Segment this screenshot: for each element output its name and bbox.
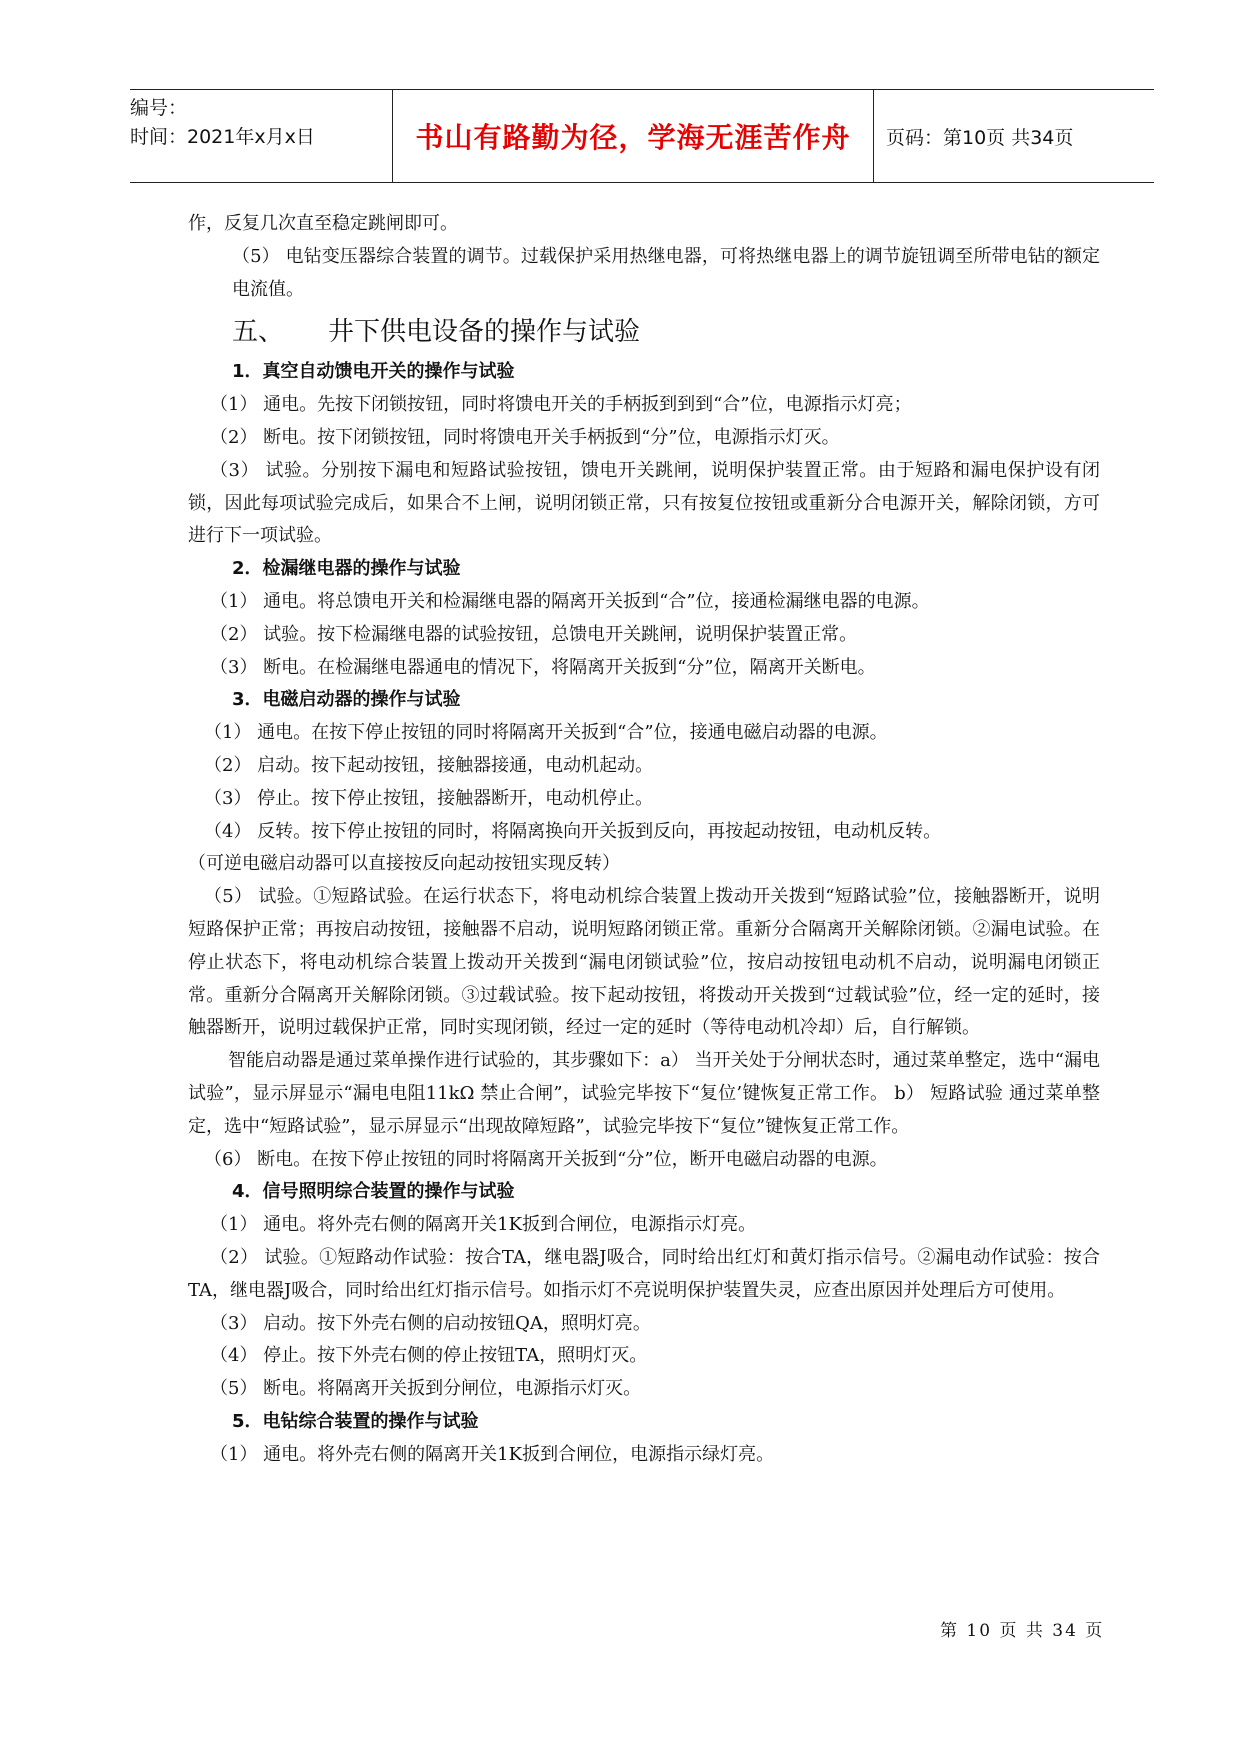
page-header	[130, 89, 1154, 183]
serial-label: 编号：	[130, 97, 188, 119]
paragraph-continuation: 作，反复几次直至稳定跳闸即可。	[188, 213, 458, 234]
s3-item-4: （4） 反转。按下停止按钮的同时，将隔离换向开关扳到反向，再按起动按钮，电动机反转。	[204, 820, 942, 842]
s3-item-4-note: （可逆电磁启动器可以直接按反向起动按钮实现反转）	[188, 853, 620, 875]
section-heading	[188, 310, 1100, 354]
s1-item-3: （3） 试验。分别按下漏电和短路试验按钮，馈电开关跳闸，说明保护装置正常。由于短路和漏电保护设有闭锁，因此每项试验完成后，如果合不上闸，说明闭锁正常，只有按复位按钮或重新分合电源开关，解除闭锁，方可进行下一项试验。	[188, 459, 1100, 547]
s3-smart-starter: 智能启动器是通过菜单操作进行试验的，其步骤如下：a） 当开关处于分闸状态时，通过菜单整定，选中“漏电试验”，显示屏显示“漏电电阻11kΩ 禁止合闸”，试验完毕按下“复位’键恢复正常工作。 b） 短路试验 通过菜单整定，选中“短路试验”，显示屏显示“出现故障短路”，试验完毕按下“复位”键恢复正常工作。	[188, 1050, 1100, 1137]
paragraph-item-5-text: （5） 电钻变压器综合装置的调节。过载保护采用热继电器，可将热继电器上的调节旋钮调至所带电钻的额定电流值。	[232, 245, 1100, 300]
s4-item-1: （1） 通电。将外壳右侧的隔离开关1K扳到合闸位，电源指示灯亮。	[210, 1214, 757, 1236]
section-title: 井下供电设备的操作与试验	[328, 317, 641, 348]
s1-item-2: （2） 断电。按下闭锁按钮，同时将馈电开关手柄扳到“分”位，电源指示灯灭。	[210, 426, 840, 448]
page-footer: 第 10 页 共 34 页	[940, 1621, 1105, 1641]
s4-item-3: （3） 启动。按下外壳右侧的启动按钮QA，照明灯亮。	[210, 1312, 651, 1334]
s4-item-2: （2） 试验。①短路动作试验：按合TA，继电器J吸合，同时给出红灯和黄灯指示信号。②漏电动作试验：按合TA，继电器J吸合，同时给出红灯指示信号。如指示灯不亮说明保护装置失灵，应查出原因并处理后方可使用。	[188, 1246, 1100, 1301]
section-number: 五、	[232, 317, 285, 348]
s1-item-1: （1） 通电。先按下闭锁按钮，同时将馈电开关的手柄扳到到到“合”位，电源指示灯亮；	[210, 394, 912, 416]
subsection-4-title: 4．信号照明综合装置的操作与试验	[232, 1181, 515, 1203]
s2-item-2: （2） 试验。按下检漏继电器的试验按钮，总馈电开关跳闸，说明保护装置正常。	[210, 623, 858, 645]
s5-item-1: （1） 通电。将外壳右侧的隔离开关1K扳到合闸位，电源指示绿灯亮。	[210, 1443, 775, 1465]
s3-item-3: （3） 停止。按下停止按钮，接触器断开，电动机停止。	[204, 787, 654, 809]
subsection-1-title: 1．真空自动馈电开关的操作与试验	[232, 361, 515, 383]
subsection-5-title: 5．电钻综合装置的操作与试验	[232, 1410, 479, 1432]
document-body	[188, 208, 1100, 1471]
s3-item-6: （6） 断电。在按下停止按钮的同时将隔离开关扳到“分”位，断开电磁启动器的电源。	[204, 1148, 888, 1170]
time-label: 时间：2021年x月x日	[130, 126, 315, 148]
subsection-2-title: 2．检漏继电器的操作与试验	[232, 558, 461, 580]
paragraph-item-5	[188, 241, 1100, 307]
s3-item-2: （2） 启动。按下起动按钮，接触器接通，电动机起动。	[204, 754, 654, 776]
s2-item-3: （3） 断电。在检漏继电器通电的情况下，将隔离开关扳到“分”位，隔离开关断电。	[210, 656, 876, 678]
s4-item-4: （4） 停止。按下外壳右侧的停止按钮TA，照明灯灭。	[210, 1345, 648, 1367]
header-page-code: 页码：第10页 共34页	[886, 126, 1074, 149]
s4-item-5: （5） 断电。将隔离开关扳到分闸位，电源指示灯灭。	[210, 1378, 642, 1400]
subsection-3-title: 3．电磁启动器的操作与试验	[232, 689, 461, 711]
s3-item-5: （5） 试验。①短路试验。在运行状态下，将电动机综合装置上拨动开关拨到“短路试验”位，接触器断开，说明短路保护正常；再按启动按钮，接触器不启动，说明短路闭锁正常。重新分合隔离开关解除闭锁。②漏电试验。在停止状态下，将电动机综合装置上拨动开关拨到“漏电闭锁试验”位，按启动按钮电动机不启动，说明漏电闭锁正常。重新分合隔离开关解除闭锁。③过载试验。按下起动按钮，将拨动开关拨到“过载试验”位，经一定的延时，接触器断开，说明过载保护正常，同时实现闭锁，经过一定的延时（等待电动机冷却）后，自行解锁。	[188, 886, 1100, 1039]
s2-item-1: （1） 通电。将总馈电开关和检漏继电器的隔离开关扳到“合”位，接通检漏继电器的电源。	[210, 590, 930, 612]
s3-item-1: （1） 通电。在按下停止按钮的同时将隔离开关扳到“合”位，接通电磁启动器的电源。	[204, 722, 888, 744]
header-left-cell	[130, 90, 393, 182]
header-slogan: 书山有路勤为径，学海无涯苦作舟	[393, 90, 874, 182]
